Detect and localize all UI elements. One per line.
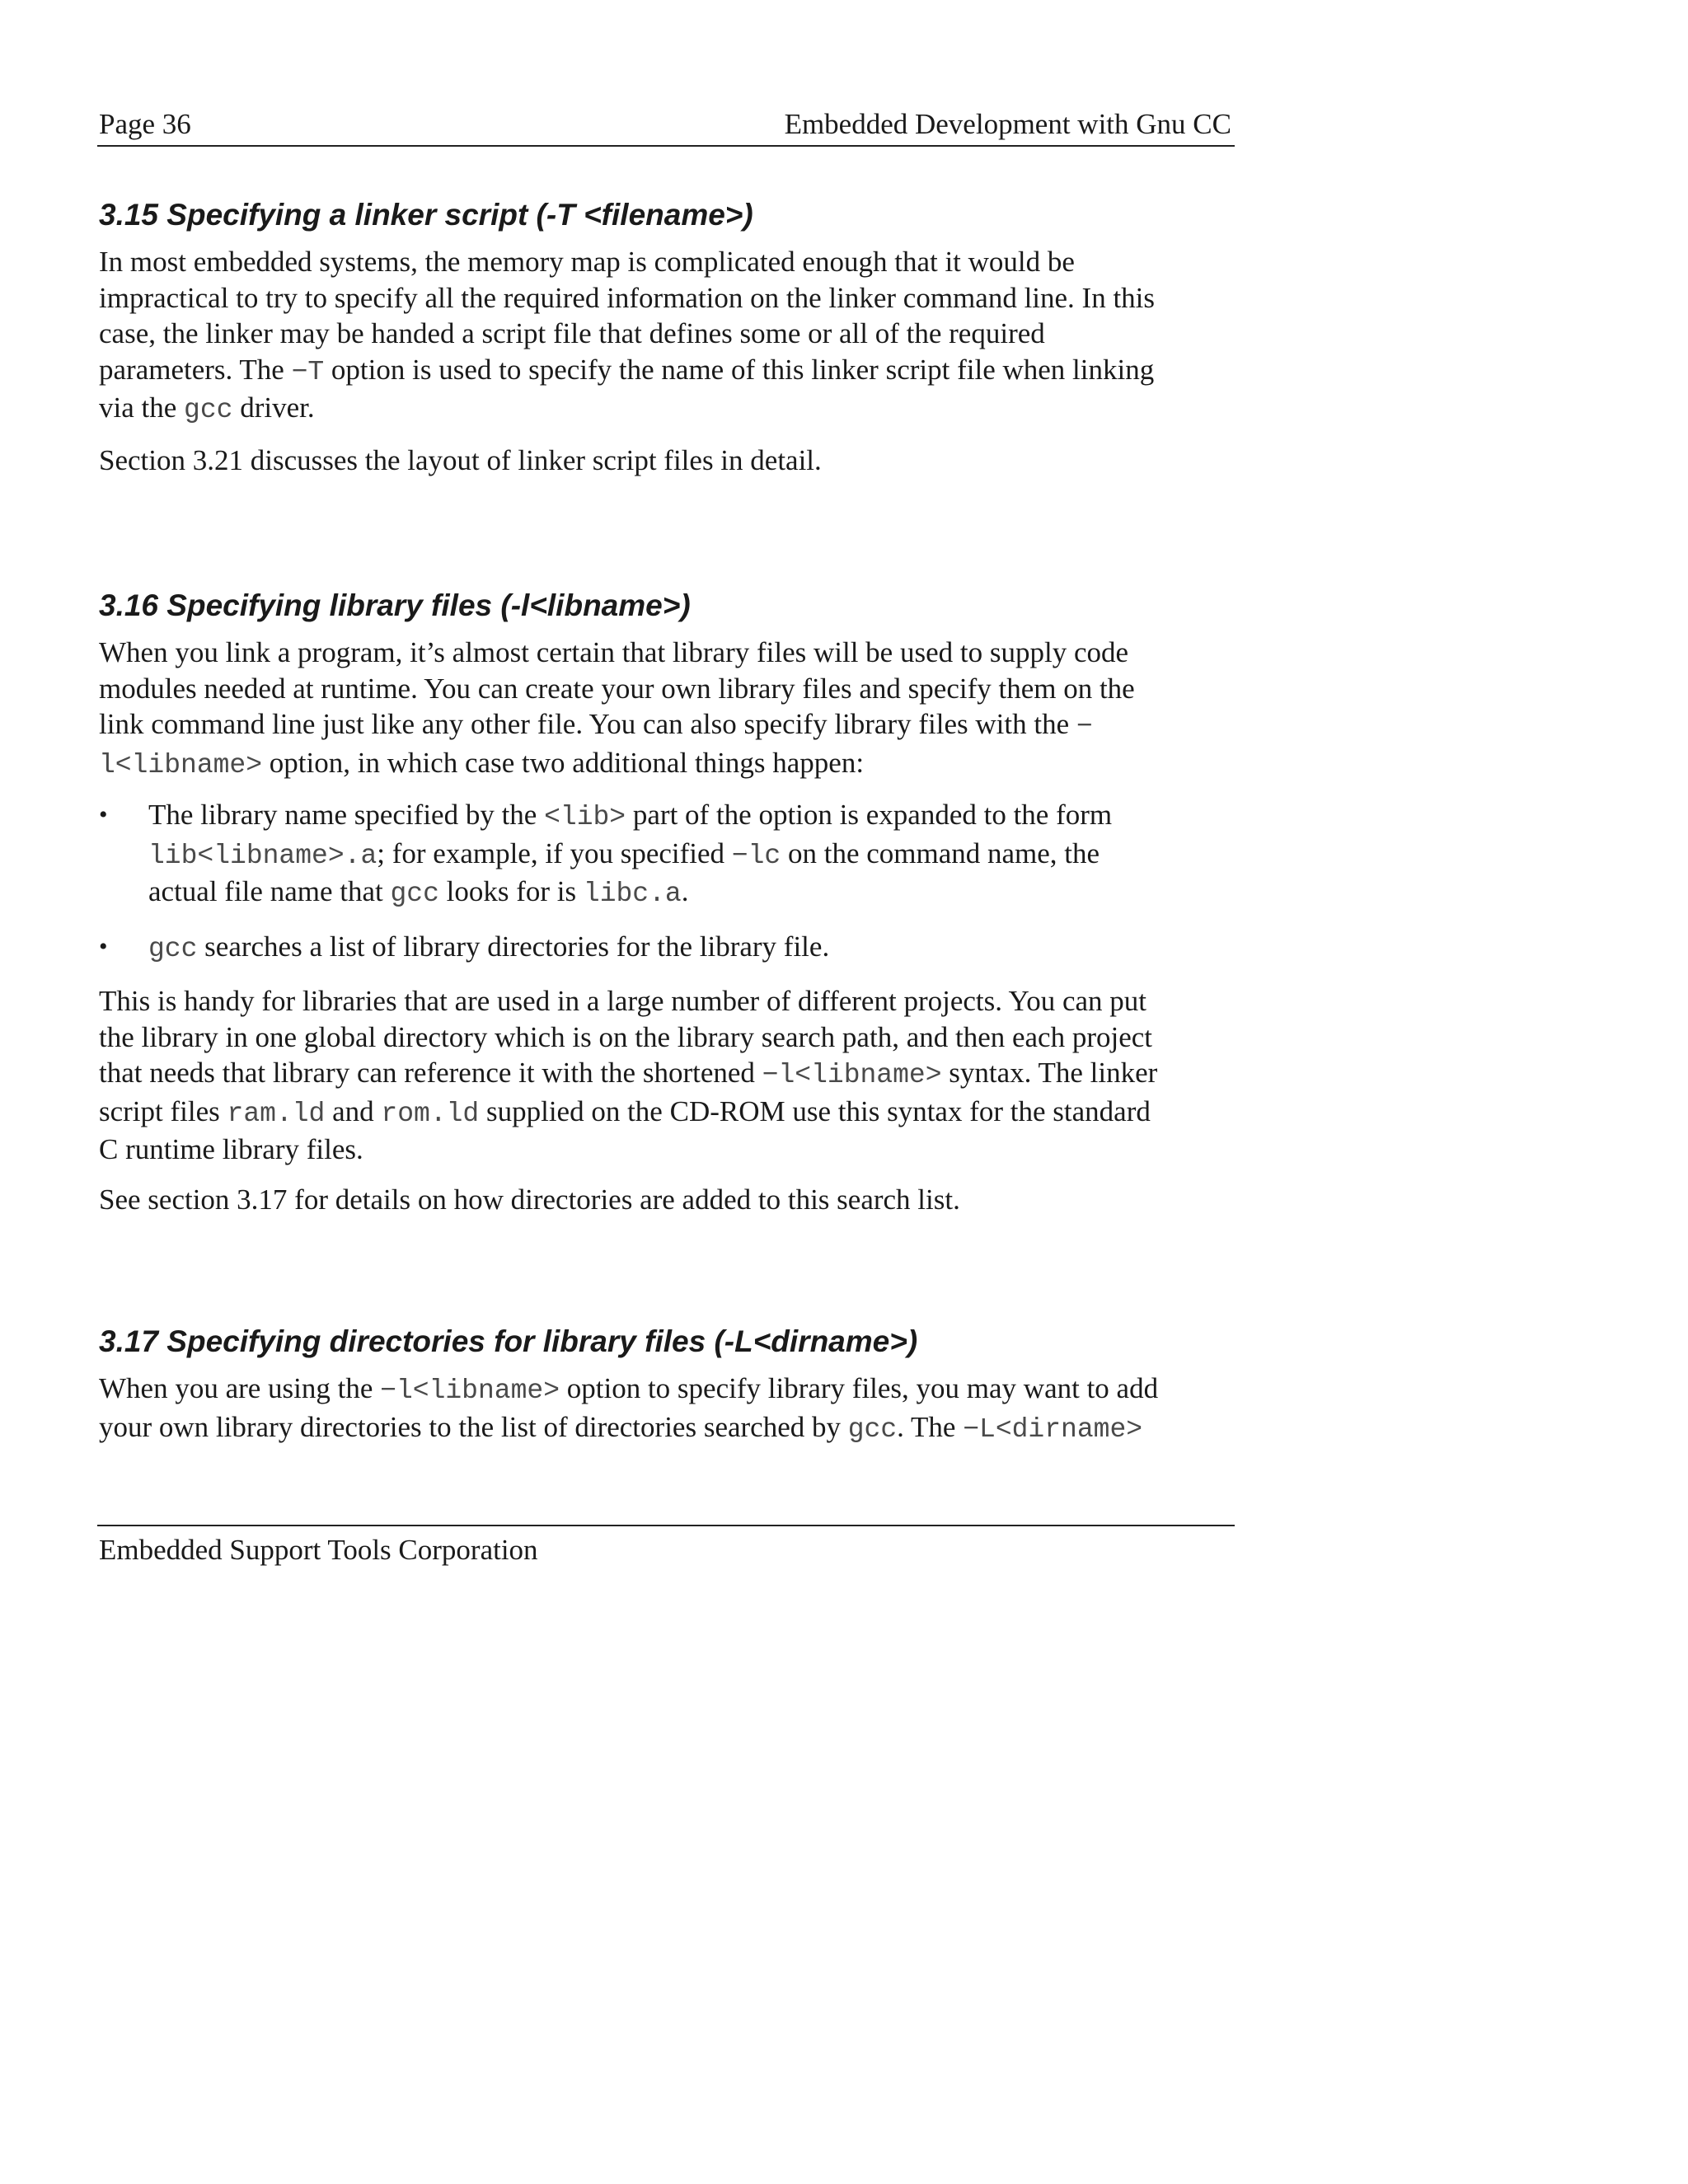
code-span: −T — [291, 356, 325, 387]
text-line: modules needed at runtime. You can create your own library files and specify them on the — [99, 672, 1135, 705]
text-line: parameters. The −T option is used to specify the name of this linker script file when linking — [99, 353, 1155, 387]
section-3-17 — [99, 1323, 1233, 1461]
code-span: lib<libname>.a — [148, 840, 377, 871]
list-item — [99, 929, 1233, 968]
code-span: l<libname> — [99, 749, 263, 780]
company-name: Embedded Support Tools Corporation — [99, 1534, 538, 1566]
text-line: case, the linker may be handed a script file that defines some or all of the required — [99, 317, 1045, 349]
bullet-icon: • — [99, 801, 108, 828]
running-footer — [97, 1525, 1235, 1571]
text-line: the library in one global directory which is on the library search path, and then each project — [99, 1020, 1153, 1053]
paragraph — [99, 244, 1233, 429]
text-line: This is handy for libraries that are used in a large number of different projects. You can put — [99, 985, 1147, 1017]
text-line: that needs that library can reference it with the shortened −l<libname> syntax. The linker — [99, 1057, 1158, 1090]
paragraph — [99, 1371, 1233, 1447]
paragraph — [99, 983, 1233, 1168]
code-span: −lc — [731, 840, 781, 871]
list-item — [99, 797, 1233, 912]
text-line: lib<libname>.a; for example, if you specified −lc on the command name, the — [148, 837, 1100, 871]
paragraph: See section 3.17 for details on how directories are added to this search list. — [99, 1183, 960, 1216]
text-line: The library name specified by the <lib> part of the option is expanded to the form — [148, 799, 1113, 832]
code-span: − — [1076, 711, 1093, 742]
text-line: When you link a program, it’s almost certain that library files will be used to supply code — [99, 636, 1129, 668]
text-line: actual file name that gcc looks for is libc.a. — [148, 875, 689, 909]
text-line: your own library directories to the list of directories searched by gcc. The −L<dirname> — [99, 1410, 1143, 1445]
section-heading: 3.16 Specifying library files (-l<libname>) — [99, 588, 691, 622]
code-span: gcc — [184, 395, 233, 425]
section-heading: 3.17 Specifying directories for library files (-L<dirname>) — [99, 1324, 918, 1358]
section-heading: 3.15 Specifying a linker script (-T <filename>) — [99, 198, 753, 232]
text-line: via the gcc driver. — [99, 391, 315, 425]
section-3-16 — [99, 587, 1233, 1231]
text-line: When you are using the −l<libname> option to specify library files, you may want to add — [99, 1372, 1159, 1406]
code-span: −L<dirname> — [963, 1413, 1143, 1445]
code-span: −l<libname> — [762, 1060, 942, 1090]
text-line: script files ram.ld and rom.ld supplied on the CD-ROM use this syntax for the standard — [99, 1094, 1151, 1129]
section-3-15 — [99, 196, 1233, 492]
bullet-icon: • — [99, 932, 108, 960]
code-span: ram.ld — [227, 1098, 326, 1129]
paragraph — [99, 635, 1233, 783]
text-line: gcc searches a list of library directories for the library file. — [148, 930, 830, 964]
code-span: rom.ld — [381, 1098, 480, 1129]
code-span: gcc — [847, 1413, 898, 1445]
running-header — [97, 104, 1235, 147]
text-line: In most embedded systems, the memory map is complicated enough that it would be — [99, 246, 1075, 278]
text-line: impractical to try to specify all the required information on the linker command line. In this — [99, 281, 1156, 314]
book-title: Embedded Development with Gnu CC — [784, 108, 1231, 140]
code-span: gcc — [390, 879, 439, 909]
text-line: link command line just like any other file. You can also specify library files with the − — [99, 708, 1093, 742]
page-number: Page 36 — [99, 108, 191, 140]
code-span: libc.a — [583, 879, 682, 909]
code-span: −l<libname> — [380, 1376, 560, 1406]
text-line: C runtime library files. — [99, 1133, 363, 1165]
code-span: <lib> — [544, 802, 626, 832]
paragraph: Section 3.21 discusses the layout of linker script files in detail. — [99, 443, 822, 476]
code-span: gcc — [148, 933, 198, 964]
text-line: l<libname> option, in which case two additional things happen: — [99, 746, 865, 780]
